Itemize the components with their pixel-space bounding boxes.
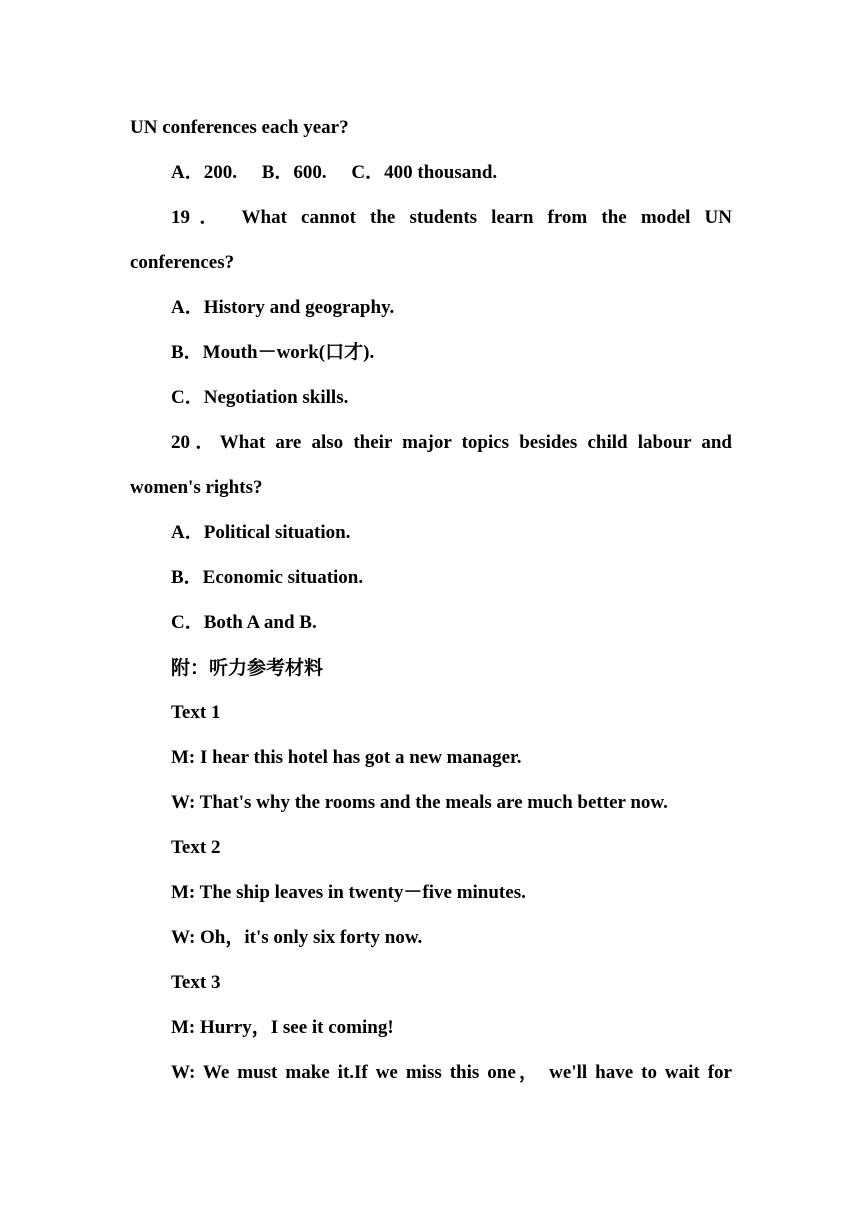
q19-stem-line2: conferences? [130,252,235,273]
text1-title: Text 1 [171,702,221,723]
text3-man-line: M: Hurry，I see it coming! [171,1017,394,1038]
text2-title: Text 2 [171,837,221,858]
q20-stem-line2: women's rights? [130,477,263,498]
q18-option-a: A．200. [171,162,237,183]
text3-woman-line: W: We must make it.If we miss this one， we'll have to wait for [171,1062,732,1083]
text3-title: Text 3 [171,972,221,993]
q18-stem-tail: UN conferences each year? [130,117,349,138]
q18-option-b: B．600. [261,162,327,183]
text1-woman-line: W: That's why the rooms and the meals are much better now. [171,792,668,813]
text2-woman-line: W: Oh，it's only six forty now. [171,927,423,948]
q20-stem-line1: 20．What are also their major topics besides child labour and [171,432,732,453]
q18-options [130,153,732,198]
appendix-heading: 附：听力参考材料 [171,657,324,679]
q20-option-c: C．Both A and B. [171,612,317,633]
q20-option-a: A．Political situation. [171,522,351,543]
q19-option-b: B．Mouth－work(口才). [171,342,375,363]
q20-option-b: B．Economic situation. [171,567,364,588]
text1-man-line: M: I hear this hotel has got a new manager. [171,747,522,768]
q18-option-c: C．400 thousand. [351,162,498,183]
document-page [130,108,732,1098]
q19-option-c: C．Negotiation skills. [171,387,349,408]
text2-man-line: M: The ship leaves in twenty－five minutes. [171,882,526,903]
q19-stem-line1: 19． What cannot the students learn from the model UN [171,207,732,228]
q19-option-a: A．History and geography. [171,297,395,318]
